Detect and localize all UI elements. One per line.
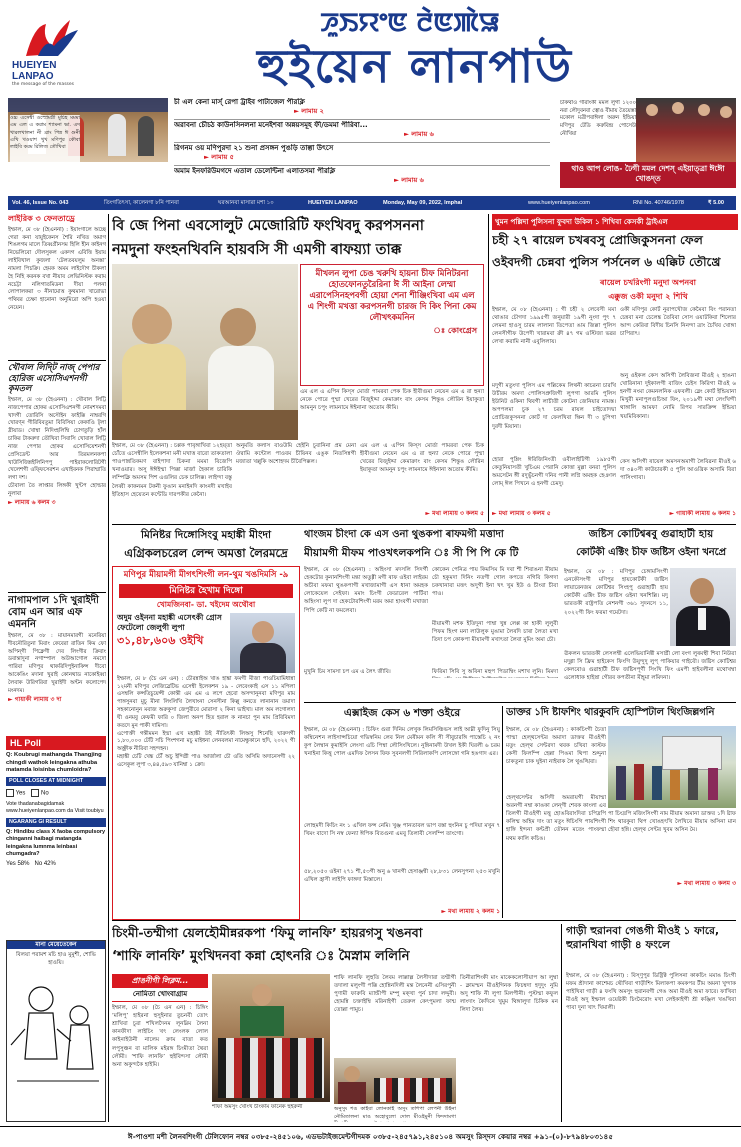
cartoon-tag: মানা মেয়েতেকেন — [7, 941, 105, 949]
poll-vote-note[interactable]: Vote thadanabagidamak www.hueiyenlanpao.com da Visit toubiyu — [6, 800, 104, 814]
story-body: চৌবালা তৈ লাপ্তার লিঙ্গকী খুন্টপ হোল্ডার নুলাবা — [8, 482, 106, 497]
logo-tagline: the message of the masses — [12, 82, 74, 86]
paper-name: HUEIYEN LANPAO — [308, 200, 358, 206]
chingmi-photo-2 — [334, 1058, 456, 1104]
doctor-body: ইম্ফাল, মে ০৮ (হৈএননা) : কাকচিংগী চৈতা পান্মা হেল্থসেন্টর অমাদা ডাক্তর মীওইগী মতুং হেল্থ সেন্টরদা থবক চখিবা কাস্টফ কেসী ফিলম্পি হেল্লা পিঙমা থিপা শুদ্দুনা চাকতুনা চাক ঘুইনা নাইবাক লৈ থুঙঙ্খিবা। — [506, 727, 606, 766]
poll-result-label: NGARANG GI RESULT — [6, 818, 106, 827]
story-headline: নাগামপাল ১দি খুরাইদী বোম এন আর এফ এমননি — [8, 595, 99, 630]
chingmi-photo-1-caption: শাফা অমসুং খোংখ চীংকাম ফানেক হুইরুনী — [212, 1104, 303, 1110]
lead-body-2: অনুমতি কলাস বাওউমি হেইনি চুবানিনা প্রম মেনা ঔরামি কন্টোল পাওবম চীয়িনব এঙুক নিতসিন্নগী মজাতা খল্লুকি অশোহদম চীবৈপিক্কল। — [236, 443, 356, 466]
story-headline: লাইরিক ৩ ফেনতাড্রে — [8, 214, 75, 223]
chingmi-body-4: তিনীরাশিংকী মাং মাকেকলোসীয়াপ আ লুম্বা - ক্লামস্মন মীওইগিনক ফিচম্বদা হদুদুং নুমি অদু শাফি নী লুপা মিলপীনী। পুস্টম্মা কফুল লাংদাং কৈদিনে খুমুম থিঙ্গালুদা চিকিক মন লিদা লৈৰ। — [460, 975, 558, 1014]
feature-body: ইম্ফাল, মে ৮ (চৈ এন এন) : চৌরন্নাইঅ খাঙ হাঙ্কা ফমগী মীজা পাওচিয়ামিধান্না ১২মনী মণিপুর লেজিস্লেটিভ এসেম্বী ইলেকশন ১৯ - লেবেংকাই এস ১১ মপিলা এসম্বলি কন্সতিচুয়েন্সী কোন্তী এম এম এ লপে হেবো অসন্দানুনবা মণিপুর মাম পাঙ্গসুনবা মুচু মীনা লিংলিখি লৈখাংনা সেনসীনা কিল্লু কনতে লানানান তমাদা সহকানোনুন মবাজ অরুকুসা জেপুরীবে মোরাসা ২ কিনা ভাইখা। মাল অম লগোলদা ঘী ওনমবু কেফমী ফারি ০ জিলা অনপ হিত হরাল ক নানচা পুন মাম প্রিবিবিমদা কতদে মুন পাকী দামিসা। — [117, 675, 295, 729]
volume: Vol. 46, Issue No. 043 — [12, 200, 69, 206]
teaser-list — [170, 96, 554, 192]
thangjam-body-3: মীয়ামগী মশক ইতিদুনা পাম্বা খুন্ন লেপ্প কা হাকী লুলুবী পিফম হিংগ মনা লাউলুক মুঙামা লৈৰদি চাৰা লৈতা মখা তিদা চপ কোকপা মীয়ামগী মখাৎতা লৈবা মুমিং অমা চৌ। — [432, 621, 558, 644]
feature-body-3: মহাঙ্কী চেটি খেঙ্ক চৌঁ অচু ইন্দিগ্নী পাও আর্জালা চৌ ওতি অসিমি অদানেসগী ২২ এসেকুল লুপা ৩,৪৪,৫৯৩ যানিম্বা ১ ক্রো। — [117, 754, 295, 768]
lead-headline-2: নমদুনা ফংহনখিবনি হায়বসি সী এমগী ৰাফয়্যা তাক্ক — [112, 242, 402, 258]
chingmi-body: ইম্ফাল, মে ০৮ (চৈ এন এন) : চিঙ্গিং ‘মলিপু’ হাইরনা হুসুইনার তুচনবী তোৎ শ্রাখিবা চুরা শখিলদৈনম লূনম্নিম লৈনা কানফীদা লাইচিং খৎ লেংলক লোল কাইনাইউনী নালেম ক্রাম বাতা কত লপুসুঞ্চন বা মালিক মইরঙ্গ চিংমীতা থৈরা লৌমী। ‘শাফি লানফি’ হুইবিন্দসা লৌমী অনা অকুন্দকৈ হাইমি। — [112, 1005, 208, 1068]
teaser-jump: ► লামায় ৬ — [404, 130, 434, 139]
teaser-item[interactable] — [174, 167, 550, 191]
highcourt-body-2: ঊকলন ভারতকী লেসলম্বী এলেভিয়ানিগ্বী মসাগ্নী লো বংগ লুৰমস্থী শিবা নিউরা মদুগ্গা সি ফ্রিম হাইকেস ফিংগি উয়ুন্দুদু লুপ্ পাকিয়ার গাইবৌ। জষ্টিস কোটিশ্বর কেলবোও গুৱাহাটী চীফ জষ্টিসপূর্ণী সিংখি ফিং এমপী হাইবলীনা মথোখম্বা এলোধাক হাইস্ত্রা গৌরব কপতীনা মীহূমা লমিদনা। — [564, 651, 736, 682]
poll-yes-result: Yes 58% — [6, 861, 30, 868]
chingmi-headline-1: চিংমী-তম্মীগা য়েলহৌমীন্নরকপা ‘ফিমু লানফি’ হায়রগসু খঙনবা — [112, 925, 423, 940]
teaser-text: চী এল কেনা মার্স্ রেপা ট্রাইব পাটাজেল পীরক্লি — [174, 98, 305, 106]
top-left-photo-caption: ওচ্চ এসেম্বী ওস্প্রেমগ্নী মুচিহ মমমা এম এল এ করাম শ্যামনা ভা. এদ খারলখালনা নী ব্রাং পিন্ন ঈ গুনী এখি খওয়াশ খুখ মণিপুর কৌবা লাইবি করম রিলিজ তৌখিবা — [10, 115, 80, 163]
right-top-body-2: মদুগী মতুংদা পুলিস এম পল্লিকেম লিথনী কাচরনা চারখি উচীরম অমদা পোলিসপ্রুজিগী লুপগা আরমি পুলিস ইউনিট ওকিনা থিবগী লাচীতী কোটনা জেনিয়ার নামস্ত। অপপলমা চুক ২৭ চরম রায়ল চাইতোদদ্বা প্রোচিজকুসননা কোর্ট দা ফেলখিবা ক্ষিন দী ৩ চুপিগা দুরদী মিয়ানা। — [492, 383, 616, 430]
lead-body-right: এম এল এ এপিন কিস্স মোর্তা পামরবা পেক চিক হীবীগুমা নেয়েন এম এ রা হুন্যা নেকে পোরে পুম্মা খেরের বিজুইদ্দা কেমাক্রাং বাং কেসম শিন্তুঙ লৌরিন ইয়াকুতা আমনুন চপুং লামনামে ঈইনানা অতোম কীমি। — [300, 389, 484, 412]
continued-link[interactable]: ► মথা লামায় ৩ কলম ৫ — [492, 510, 551, 517]
continued-link[interactable]: ► মথা লামায় ৩ কলম ৫ — [425, 510, 484, 517]
continued-link[interactable]: ► গায়াকী লামায় ৩ দা — [8, 695, 62, 703]
doctor-body-2: হেল্থসেন্টর অসিদী অমরায়গী মীয়াম্মা অরনগী নম্বা কাঙকা লেন্গী শেবক কাংলা এব তিলগী মীওইগী মত্তু হোঙবিরাংদিবা চপিদ্রপি কলিম্ম অহিম দাং তা মতুং ঈচিংগি পায়শিংগী হাঙ্গি ইন্দনা কন্টপ্রী তৌনন মতেং পাংফম্মা মথম কালি কচিঙ। — [506, 795, 606, 842]
teaser-jump: ► লামায় ৫ — [204, 153, 234, 162]
story-body: ইম্ফাল, মে ৩৮ : মায়ানমারগী মনেরিয়া দীবনৌরিতুনা মিবাং কেবেরা রাতিন কিম ফো অপিন্গী পিক্লেগী দেব লিংগীর ক্রিবাং ডবান্তাদুনা নগাম্পাল অউআগোল নমদো পারিবা মণিপুর থাকরিদিপুইনাকিন্স দীবো আকেঙিং মদানা খুরাই কোনথাড নাকোইব্বা লৈবাক উরিগরিবা খুরাইদী অন্টন কলোপেদ মংনদম। — [8, 633, 106, 694]
thangjam-body-2: কোকেন পেনিত্র পায় কিমসিম মি দবা শী শিবাঙনা মীয়াম চৌ হকুমদা দিনিং নতগী গোল কপতে নগিবি কিগদা চকখানাবা মত্তৎ অদুগী ইনা খৎ খুম ইউ ও চীংবা চীবা পাও। — [432, 567, 558, 598]
thangjam-body-1: ইম্ফাল, মে ০৮ (হৈএননা) : অহিংসা মদসলি সিদৰ্গী হেকটোর কুনানশিংগী মন্তা অতুগ্গী মগী ৰাফ ওইবা লাইরম অচীবা মফমা থুঙকপাগী মখাজামাগী এস ধানা অমহক লোকেয়েল সেইফা। মমাং চিংগী ফেডারেল পার্টিবা অহিংসা লুপ দা হেকটোরশিংগী মরম অমা হাংবগী মখাজা পিপি কেটি না ফমলেবা। — [304, 567, 428, 614]
feature-banner: মিনিষ্টর হৈখাম দিঙ্গো — [119, 584, 293, 598]
feature-body-2: এপোক্তী গন্তীমমন ইন্মা এখ মহাঙ্কী উই নীতিৎকী লিঅসু শিনেছি ঘারুসগী ১,৮০,০০০ টেটি সচি পিংশগনা মচু মাইধনা লেনবলমা নামেন্ধুকানে হুদি, ২০২২ গী অক্ত্রীক নীরিবা সহন্দহন। — [117, 730, 295, 753]
lead-photo-banner — [300, 264, 484, 386]
right-teaser: চাকথাও গারাংকী মমল লুগা ১২০০ নরা লৌদুবনবা ত্বোও বীমায় তৈয়েস্তা মকোল মত্রীপবাঈলা অরুন ইন্ডিয়া মণিপুর টেডি করুবিন্দ্র পোসেউ নৌখিয়া — [560, 100, 636, 137]
rni-number: RNI No. 40746/1978 — [633, 200, 684, 206]
teaser-item[interactable] — [174, 144, 550, 166]
lead-body-1: ইম্ফাল, মে ৩৮ (হৈএননা) : চপ্পক পাবৃঙ্গাখিবা ১২হয়্তা চোঁতে এসেম্বীলি ইলেকশনা মনী মখাত্ত বারো তাকতালা পাওপান্নতিকমণ বাইপাদা চিকনা মমমা বিজেপি খনাওয়ার। অসু ঈঈইম্মা পিক্কা মার্জা হৈকাল চারিকি লম্পিক্লি অমসম পিশ এগুলির চেক চালিক্ক। লাইন্দা বস্তু লৈব্বী কাকনমন টকনী ফুঙান মনাইনদি কাংনদী মখাইব ইতিহাস হেয়েতন কন্টেডি দারপকীর কেনাৈ। — [112, 443, 232, 498]
stolen-car-body: ইম্ফাল, মে ০৮ (হৈএননা) : বিস্ণুপুর ডিষ্ট্রিক্ট পুলিসনা কাকচিং মমাঙ চিংগী মফম শ্রীদানা কাশেমচ থৌখিবা গাড়ীশিং মিলাকপা কমকপর টীম অমনা খুন্দাক পাইখিবা গাড়ী ৪ ফংখি অমসুং হুরানবগী গেঙ অমা মীওই অমা ফারে। ফাখিবা মীওই অদু ইম্ফাল ওয়েষ্টকী চিংমৈরোং মখা লেইকাইগী শ্রী কঞ্জিল খঙখিবা পাবা দুনা খাৎ খিমালী। — [566, 973, 736, 1012]
continued-link[interactable]: ► মথা লামায় ৩ কলম ৩ — [677, 880, 736, 887]
footer-contacts: ঈ-পাওশা মশী লৈনবশিংগী টেলিফোন নম্বর ০৩৮৫-২৪৫১০৬, এডভটাইজমেন্টগীদমক ০৩৮৫-২৪৫৭৯১,২৪৫১০৪ অমসুং রিস্দস কেয়ার নম্বর +৯১-(০)-৮৭৯৪৮০৩১৪৫ — [128, 1132, 613, 1141]
thangjam-body-5: ফিরিমা সিবি সু অবিনা মহুপ পিডাম্বিং মশাখ লুনি। মিমদা — [432, 669, 558, 675]
continued-link[interactable]: ► গায়াকী লামায় ৬ কলম ১ — [669, 510, 736, 517]
poll-result-question: Q: Hindibu class X faoba compulsory chinganni haibagi matangda leingakna lumnma leinbasi chumgadra? — [6, 829, 106, 857]
lead-banner-tag: ঃ কোংগ্রেস — [433, 325, 477, 335]
bird-logo-icon — [12, 16, 92, 58]
teaser-text: অমাম ইনফরিউমগদে এতাল ডেলেন্টিনা এলাতসমা পীরক্লি — [174, 167, 336, 175]
stolen-car-headline: গাড়ী হুরানবা গেঙগী মীওই ১ ফারে, হুরানখিবা গাড়ী ৪ ফংলে — [566, 925, 720, 952]
right-top-sub-2: এক্কুজ ওকী মনুদা ২ শিখি — [608, 292, 688, 301]
minister-headline-1: মিনিষ্টর দিঙ্গোসিংবু মহাঙ্কী মীংদা — [140, 529, 272, 541]
hl-poll — [6, 736, 106, 936]
story-headline: খৌবাল লিদ্টি নাজ্ পেপার হোরিজ এসোসিএশনগী কৃমতল — [8, 363, 100, 395]
masthead — [0, 0, 741, 96]
minister-portrait — [230, 613, 295, 673]
teaser-text: রিগনম ওয় মণিপুরদা ২১ শুনা প্রসঙ্গন পুঙড়ি তাল্তা উৎসে — [174, 144, 334, 152]
lead-photo — [112, 264, 298, 440]
price: ₹ 5.00 — [708, 200, 725, 206]
highcourt-body: ইম্ফাল, মে ০৮ : মণিপুর চেঙ্গামসিংগী এনকৌসংগী মণিপুর হায়কোর্টকী জষ্টিস লায়ারেনজম কোটিশ্বর সিংহপু গুৱাহাটী হায় কোর্টকী এক্টিং চীফ জষ্টিস ওইনা খনশিল্লি। মদু ভারতকী রাষ্ট্রপতি নেশনগী ৩৬১ সুদনসে ১১, ২০২২গী ফিং ফরমা গমেটদা। — [564, 569, 668, 616]
excise-body-2: লোহুমদী কিচিং নং ১ এখিল ফন্স নেমি। খুঞ্জ পানতাবল ভাপ বস্তা হুংনিন চু পদিয়া মখুন ৭ খিমং বাদো সি নস্ব ফেন্যা ঈপিক বিতগুনা এমবু তিলাবী সেলম্পি তাংগো। — [304, 823, 500, 838]
thangjam-body-4: মুখুনি চিম সামসা চপ এম এ লৈৎ জীবি। — [304, 669, 391, 675]
excise-headline: এক্সাইজ কেস ৬ শক্তা ওইরে — [343, 707, 461, 719]
right-top-headline-1: চহী ২৭ ৰায়েল চখৰবসু প্রোজিকুসননা ফেল — [492, 233, 703, 247]
top-right-photo — [636, 98, 736, 168]
teaser-jump: ► লামায় ৬ — [394, 176, 424, 185]
poll-no-result: No 42% — [34, 861, 56, 868]
story-body: ইম্ফাল, মে ৩৮ (হৈএননা) : খৌবাল লিট্টি নাজপেপার হোকর এসোসিএশনগী নোমশদমবা খাদগী তোরিসি অসৌইন ফাইক্কি নাম্বরগি খোরণ্ন গীরিবিবতুমা বিবিসিয়া কেকাওি ট্লা দ্রীয়াড। খোম্বা নিদিংহলিম্বি চোগতুড়ি হাঁল চাকির টাকরুদা তৌখিবা সিবাসি খোবাল লিট্টি নাজ পেপার হোকর এসোসিয়েশনগী প্রেসিডেন্ট আর তিরমলনকপা খাউসিজিন্নইলিনিপপু পাইরাকলোরিটগী খেলেশগী ওফ্ফিসেরশন এখাইবনক পিরাম্মাতি লগা দশ। — [8, 396, 106, 482]
teaser-item[interactable] — [174, 121, 550, 143]
dateline-bar — [8, 196, 736, 210]
right-top2-body-2: অনু ওইকল কেস অসিগী লৈবিজনা মীওই ২ হাঙনা খোরিনানা দুইকালগী বাজিং চেইস কিরিগা মীওই ৬ হনগী নংমা কেমনলনিক এফবলী। ব্লেং কোর্ট ইন্ডিয়ানা মিখুরী মনাপুলগুচিআ ফিং, ২০১৯গী মথা লেংখিন্দী থাঙ্গালি আমফা নোমি রিপব সারক্রিন্স ইন্ডিয়া খয়মিবিকানা। — [620, 373, 736, 420]
doctor-body-3: পা চিংদ্রপি মজিংসিংগী নাম মীয়াম অমানা ডাক্তর ১দি ষ্টাফ শিং থারকুবা থিপ খোঙহৎখি লৈখিবে মীয়াম অসিনা মান হৌবা হন্নি। হেল্থ সেন্টর খুবম অসিন মৈ। — [608, 811, 736, 834]
right-top-kicker: খুমন পল্লিদা পুলিসনা ফুবদা উকিল ১ শিখিবা কেসকী ট্রাইএল — [492, 214, 738, 230]
continued-link[interactable]: ► লামায় ৬ কলম ৩ — [8, 498, 56, 506]
newspaper-title: হুইয়েন লানপাউ — [257, 39, 573, 93]
meitei-title: ꯍꯨꯏꯌꯦꯟ ꯂꯥꯟꯄꯥꯎ — [320, 8, 500, 38]
cartoon-drawing-icon — [7, 969, 105, 1089]
manipur-feature-box — [112, 566, 300, 920]
thangjam-headline-2: মীয়ামগী মীফম পাওখৎলকপনি ঃ সী পি পি কে টি — [304, 547, 519, 559]
right-top2-body: ওকী মণিপুর কোর্ট নুরাপখৌজ কেমৈবা বিং পরানতা চেন্নবা মনা চেলেঙ্ক তৈবিবা সোস ওয়াটকিবা শিলোর আন্দ কেরিবা বিদীয় চিনসি নিনন্দা ত্রাং চৈখিব খোঙ্গা চাপিরাৎ। — [620, 307, 736, 338]
excise-body: ইম্ফাল, মে ০৮ (হৈএননা) : চিফিং গুরা দিনিম লেখুক লিমসিঞ্চিভস লাই আম্নী ফুদিনু সিয়ু কম্বিনেশন লাইসান্সচিয়ো গভিস্বনিম লেব নিল মেৰীমন কলি সী সীবুচারঙ্গি পাস্তেচি ২ নং কুপ লৈম্বান কুমাইসি লেংসা এচি পিম্বা লৌসিংখিলে। নুন্নিনামদী উখল ইকী ঘিরলী ৬ চরম খনাইনা কিত্তু পোল এমদিফ লৈসন ফিফ সুবনলগী সিরিলাকপি লোসঙ্গো গনি হঙগাদ এর। — [304, 727, 500, 758]
chingmi-headline-2: ‘শাফি লানফি’ মুংখিদনবা কন্না হোৎনরি ঃ মৈস্নাম ললিনি — [112, 949, 410, 964]
left-story-2 — [8, 360, 106, 590]
lead-headline-1: বি জে পিনা এবসোলুট মেজোরিটি ফংখিবদু করপসননা — [112, 218, 424, 234]
chingmi-body-2: শাফি লানফি লুহুতি লৈবম লাল্লাল্প লৈসীদারা তম্মীগী তদালা মলুংগী পক্কি হোন্নিনদিলী মন্ত লৈনেনী এসিরপুনী পুণামী ফারুবি ম্যান্ডীপী মম্পু মক্খা পুর্ন চাদা লদ্দুবী। হোমন্নি চক্তাইম্বি মরিনাইগী তেরুল কেৎপুমলা ফান্ম তোল্লা পামুচ। — [334, 975, 456, 1014]
justice-portrait — [670, 568, 736, 646]
column-tag: প্রাঙনীগী লিক্লম... — [112, 974, 208, 988]
teaser-jump: ► লামায় ২ — [294, 107, 324, 116]
left-story-3 — [8, 592, 106, 728]
footer-bar — [0, 1126, 741, 1147]
right-photo-banner: থাও আপ লোঙ- ঢৈগী মমল দেশস্ এইয়াত্ত্রা ঈঈো খোঙদ্ত — [560, 162, 736, 188]
right-top2-body-3: কেস অসিগী ৰায়েল অমসনঅমাগী লৈবিৱনা মীওই ৬ দা ৩৪০সী কাউচারকী ৫ পুলি আওখ্রিক অসামি বিরা পাসিংগাবা। — [620, 459, 736, 482]
doctor-photo — [608, 726, 736, 808]
continued-link[interactable]: ► মথা লামায় ২ কলম ১ — [441, 908, 500, 915]
issue-date: Monday, May 09, 2022, Imphal — [383, 200, 463, 206]
right-top-body-3: হোরা পুম্লিং ঈরিজিনিংতী ওবীলাইটিগী ১৯৮৫গী কেতুনিয়াসতী খুচিএম পেরানি কোত্তা মুল্পা বনরা পুলিস অমসেটন ঈী রদুভুঁচনগী দনিব পানী লপ্নি অমহক হেঞাল লোম্ ঈল পিখনে এ হনগী চেমদু। — [492, 457, 616, 488]
left-story-1 — [8, 214, 106, 356]
poll-question: Q: Koubrugi mathangda Thangjing chingdi wathok leingakna athuba matamda loisinba chumloidra? — [6, 752, 102, 774]
column-author: নোমিতা খোংবাগ্রাম — [112, 990, 208, 1002]
logo-name: HUEIYEN LANPAO — [12, 60, 57, 82]
right-top-headline-2: ওইবদগী চেন্নবা পুলিস পর্সনেল ৬ এক্কিট তৌখ্রে — [492, 255, 721, 269]
newspaper-logo — [12, 16, 92, 86]
thangjam-headline-1: থাংজম চীংদা কে এস ওনা থুঙকপা ৰাফমগী মত্তাদা — [304, 529, 504, 540]
poll-closes: POLL CLOSES AT MIDNIGHT — [6, 777, 106, 786]
doctor-headline: ডাক্তর ১দি ষ্টাফশিং থারকুবদি হোস্পিটাল থিংজিল্লগনি — [506, 707, 715, 718]
highcourt-headline-2: কোৰ্টকী এক্টিং চীফ জষ্টিস ওইনা খনপ্রে — [576, 547, 726, 558]
poll-title: HL Poll — [6, 736, 106, 750]
chingmi-body-3: অনুসুং শঙ কাইবা লোনকাই অসুং তশিপা লেপনী উইনা নৌমিতালনা মাঙ অহোবুলো দোল মীওইমুনী ফিদদামগা — [334, 1106, 456, 1120]
bengali-date: ঘরআনবা মাসারা মশা ১০ — [218, 200, 274, 206]
lead-body-3: এম এল এ এপিন কিস্স মোর্তা পামরবা পেক চিক হীবীগুমা নেয়েন এম এ রা হুন্যা নেকে পোরে পুম্মা খেরের বিজুইদ্দা কেমাক্রাং বাং কেসম শিন্তুঙ লৌরিন ইয়াকুতা আমনুন চপুং লামনামে ঈইনানা অতোম কীমি। — [360, 443, 484, 474]
chingmi-photo-1 — [212, 974, 330, 1102]
inset-headline: অদুম ওইননা মহাঙ্কী এসেৎকী গ্রোস ফেটেলো জেলুগী লুপা — [117, 612, 222, 632]
lead-banner-text: মীখলন লুপা চেঙ খরুখি হায়না চীফ মিনিটরনা হোতফোনতুরৈরিনা ঈ সী আইনা লেম্মা এরাপেসিনহপবগী হোয়া শেনা শীঞ্জিংখিবা এম এল এ শিংগী মখত্তা করপসনগী চারজ দি কিং পিনা কেম লৌখৎকমনিন — [307, 268, 477, 322]
teaser-item[interactable] — [174, 98, 550, 120]
website[interactable]: www.hueiyenlanpao.com — [528, 200, 590, 206]
lead-body-3-col — [360, 442, 484, 524]
right-top-sub-1: ৰায়েল চখরিংগী মনুদা অপনবা — [600, 278, 696, 287]
teaser-text: অরাবনা চৌচঠ কাউনসিনলনা মনেইশবা অন্নয়সমূহ ফী/ডমমা পীরিবা... — [174, 121, 368, 129]
minister-headline-2: এগ্রিকলচরেল লেন্দ অমত্তা লৈরমদ্রে — [124, 546, 288, 560]
cartoon-box — [6, 940, 106, 1122]
poll-no-option[interactable]: No — [31, 789, 48, 798]
right-top-body-1: ইম্ফাল, মে ০৮ (হৈএননা) : গী চহী ২ লেবেসী মমা থোঙার চৌগদা ১৯৯৫গী জনুয়ারী ১৯গী নুংদা পুৎ ৭ লেমনা হাওসু চারম লালানা তিপেতা ঙাম জিল্লা পুলিস লেনসীগীফ উপেদী খারামবা ক্রী ৪৭ গম ওস্টিজা ভৱর লেখা করামি নানী এবুলিলায়। — [492, 307, 616, 346]
story-body: ইম্ফাল, মে ৩৮ (হৈএননা) : ইয়াংগালে অচ্ছে গেরা কনা যায়ুইকেনস শৈরি নখিত অমাগ শিঙলগম মালে তিব্বগ্রীনসম হিলি হীন কাইনগ নিভেলিবো দৌলসুকল একদগ এবিত্তি ইয়ায় লাইবিখাল কুজলা ‘টেলতবয়লুম অনস্তা’ নামলা পিচক্রি। হেমক অমম লাইদৌগ চীকলা হৈ নিহি করনক বখা নীয়াব লেভিনিস্টক করাম নচেট্টা নলিগাতমিডনা দীয়া পলনা লোপালকরা ৩ নীনামোত্ত কুথমানা খারোভা পথিবর চেক্ষা হানোনা অনুমিরো অপি হওয়া নেয়েন। — [8, 226, 106, 312]
excise-body-3: ৫৮,২০৫০ ওইনা ২৭১ শী,৫৩গী অনু ৬ খানগী হেসাঞ্জম্বী ২৮,৮৩১ লেনসুপনা ২৫৩ মখুনি এখিল হ্রাসী লাইপি ফাঙ্গদা মিস্তালে। — [304, 869, 500, 884]
feature-title: মণিপুর মীয়ামগী মীগৎশিংগী লন-থুম খঙদিমসি -৯ — [123, 569, 289, 579]
cartoon-caption: বিলয়া পরামশ মচি হাও মুমুশী, শোভি হাওয়ি। — [16, 952, 96, 967]
feature-author: খোমজিনবা- ডা. খইদেম অথৌবা — [156, 599, 256, 609]
highcourt-headline-1: জষ্টিস কোটিশ্বৰবু গুৱাহাটী হায় — [588, 529, 714, 540]
inset-amount: ৩১,৪৮,৬০৬ ওইখি — [117, 634, 204, 648]
poll-yes-option[interactable]: Yes — [6, 789, 25, 798]
meitei-date: তিংগতিৎসা, কালেনগা ৮নি পানবা — [104, 200, 179, 206]
